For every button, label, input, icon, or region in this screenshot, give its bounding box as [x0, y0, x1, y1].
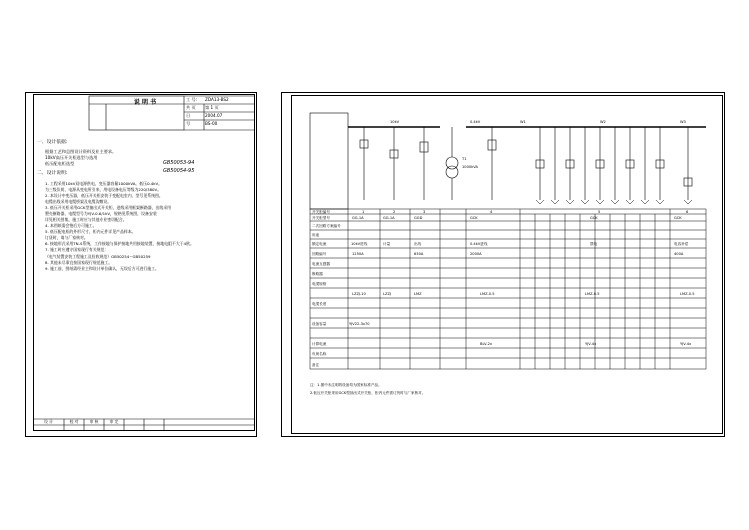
- header-val-3: BS-00: [205, 121, 218, 126]
- note-line-11: 6. 接地形式采用TN-S系统，工作接地与保护接地共用接地装置，接地电阻不大于4欧。: [45, 241, 194, 247]
- system-table-grid: [310, 209, 706, 369]
- row-label-11: 计算电流: [312, 342, 327, 346]
- header-key-0: 工 号:: [186, 97, 198, 102]
- row-label-6: 电流互感器: [312, 262, 330, 266]
- header-val-0: ZDA13-BS2: [205, 97, 229, 102]
- basis-code-2: GB50054-95: [163, 168, 195, 175]
- cell-current-3: 630A: [414, 252, 424, 256]
- row-label-9: 电缆长度: [312, 302, 327, 306]
- cell-model-6: GCK: [674, 216, 682, 220]
- cell-cable-1: YJV22-3x70: [349, 322, 370, 326]
- left-sheet-title: 说 明 书: [133, 99, 157, 106]
- cabinet-id-3: 3: [423, 210, 426, 214]
- cell-current-4: 2000A: [470, 252, 482, 256]
- row-label-8: 电缆规格: [312, 282, 327, 286]
- header-val-1: 第 1 页: [205, 105, 219, 110]
- transformer-secondary: [446, 166, 458, 178]
- label-10kv: 10kV: [390, 120, 400, 124]
- note-line-2: 为三级负荷，电源从变电所引来，用电设备电压等级为220/380V。: [45, 187, 162, 192]
- label-t1: T1: [462, 157, 467, 161]
- basis-code-1: GB50053-94: [163, 160, 195, 167]
- row-label-5: 回路编号: [312, 252, 327, 256]
- cell-use-4: 0.4kV进线: [470, 242, 488, 246]
- row-label-13: 备注: [312, 363, 320, 367]
- note-line-15: 9. 施工前，图纸需经业主和设计单位确认，无误后方可进行施工。: [45, 265, 159, 271]
- cell-cable-5: YJV-4x: [585, 342, 597, 346]
- row-label-3: 用途: [312, 233, 320, 237]
- header-key-1: 共 页: [186, 105, 196, 110]
- note-line-8: 4. 本图纸需会签后方可施工。: [45, 223, 97, 229]
- cell-model-5: GCK: [590, 216, 598, 220]
- basis-line-2: 10kV高压开关柜选型与选用: [45, 155, 98, 161]
- section-heading-1: 一、设计依据:: [37, 140, 68, 145]
- cell-current-1: 1250A: [352, 252, 364, 256]
- cabinet-id-2: 2: [393, 210, 396, 214]
- diagram-note-1: 注：1.图中未注明的设备均为国家标准产品。: [310, 383, 382, 387]
- cell-cable-6: YJV-4x: [680, 342, 692, 346]
- cell-model-1: GG-1A: [352, 216, 364, 220]
- row-label-1: 开关柜型号: [312, 216, 330, 220]
- cabinet-id-5: 5: [598, 210, 601, 214]
- basis-line-1: 根据工艺和总图设计资料及业主要求。: [45, 149, 117, 155]
- cell-ct-6: LMZ-0.5: [680, 292, 695, 296]
- label-04kv: 0.4kV: [470, 120, 481, 124]
- note-line-10: 订货时，请与厂家核对。: [45, 235, 88, 241]
- note-line-9: 5. 低压配电柜的外形尺寸，柜内元件详见产品样本。: [45, 229, 136, 235]
- cell-use-1: 10kV进线: [351, 242, 368, 246]
- cell-cable-4: BLV-2x: [480, 342, 493, 346]
- cell-model-3: GGD: [414, 216, 423, 220]
- row-label-7: 断路器: [312, 272, 323, 276]
- cell-current-6: 400A: [674, 252, 684, 256]
- note-line-14: 8. 其他未尽事宜按国家现行规范施工。: [45, 259, 113, 265]
- row-label-4: 额定电流: [312, 242, 327, 246]
- footer-approve: 审 定: [109, 419, 119, 424]
- row-label-2: 二次回路方案编号: [312, 224, 341, 228]
- header-key-3: 号: [186, 121, 191, 126]
- cell-model-2: GG-1A: [383, 216, 395, 220]
- cell-ct-4: LMZ-0.5: [480, 292, 495, 296]
- cabinet-id-6: 6: [686, 210, 689, 214]
- footer-review: 审 核: [89, 419, 99, 424]
- note-line-1: 1. 工程采用10kV双电源供电，变压器容量1000kVA，低压0.4kV。: [45, 180, 163, 186]
- header-val-2: 2004.07: [205, 113, 223, 118]
- section-heading-2: 二、设计说明:: [37, 171, 68, 177]
- header-key-2: 日: [186, 113, 191, 118]
- cell-ct-1: LZZJ-10: [352, 292, 366, 296]
- bus-label-w2: W2: [600, 120, 606, 124]
- label-1000kva: 1000kVA: [462, 165, 478, 169]
- basis-line-3: 低压配电柜选型: [45, 160, 75, 166]
- cabinet-id-1: 1: [362, 210, 365, 214]
- note-line-13: 《电气装置安装工程施工及验收规范》GB50254~GB50259: [45, 253, 151, 259]
- diagram-note-2: 2.低压开关柜采用GCK型抽出式开关柜，柜内元件需订货时与厂家核对。: [310, 391, 426, 395]
- cell-use-5: 馈电: [590, 242, 598, 246]
- note-line-4: 电缆出线采用电缆桥架及电缆沟敷设。: [45, 199, 112, 205]
- note-line-7: 详见相关图集，施工时应与其他专业密切配合。: [45, 217, 127, 223]
- footer-design: 设 计: [44, 419, 53, 424]
- cell-ct-5: LMZ-0.5: [585, 292, 600, 296]
- row-label-10: 设备容量: [312, 322, 327, 326]
- footer-check: 校 对: [69, 419, 79, 424]
- row-label-12: 负荷名称: [312, 352, 327, 356]
- diagram-side-box: [310, 113, 348, 209]
- cell-ct-2: LZZJ: [383, 292, 391, 296]
- cell-use-2: 计量: [383, 242, 391, 246]
- bus-label-w1: W1: [520, 120, 526, 124]
- note-line-6: 塑壳断路器，电缆型号为YJV-0.6/1kV，规格见系统图，设备安装: [45, 211, 157, 217]
- cell-use-6: 电容补偿: [674, 242, 689, 246]
- transformer-primary: [446, 157, 458, 169]
- note-line-3: 2. 本设计中变压器，低压开关柜安装于变配电室内，型号见系统图。: [45, 193, 163, 199]
- bus-label-w3: W3: [680, 120, 686, 124]
- cell-model-4: GCK: [470, 216, 478, 220]
- cell-ct-3: LMZ: [414, 292, 422, 296]
- note-line-12: 7. 施工时应遵守国家现行有关规范：: [45, 247, 109, 253]
- row-label-0: 开关柜编号: [312, 210, 330, 214]
- cabinet-id-4: 4: [490, 210, 493, 214]
- note-line-5: 3. 低压开关柜采用GCK型抽出式开关柜，进线采用框架断路器，出线采用: [45, 205, 172, 211]
- cell-use-3: 出线: [414, 242, 422, 246]
